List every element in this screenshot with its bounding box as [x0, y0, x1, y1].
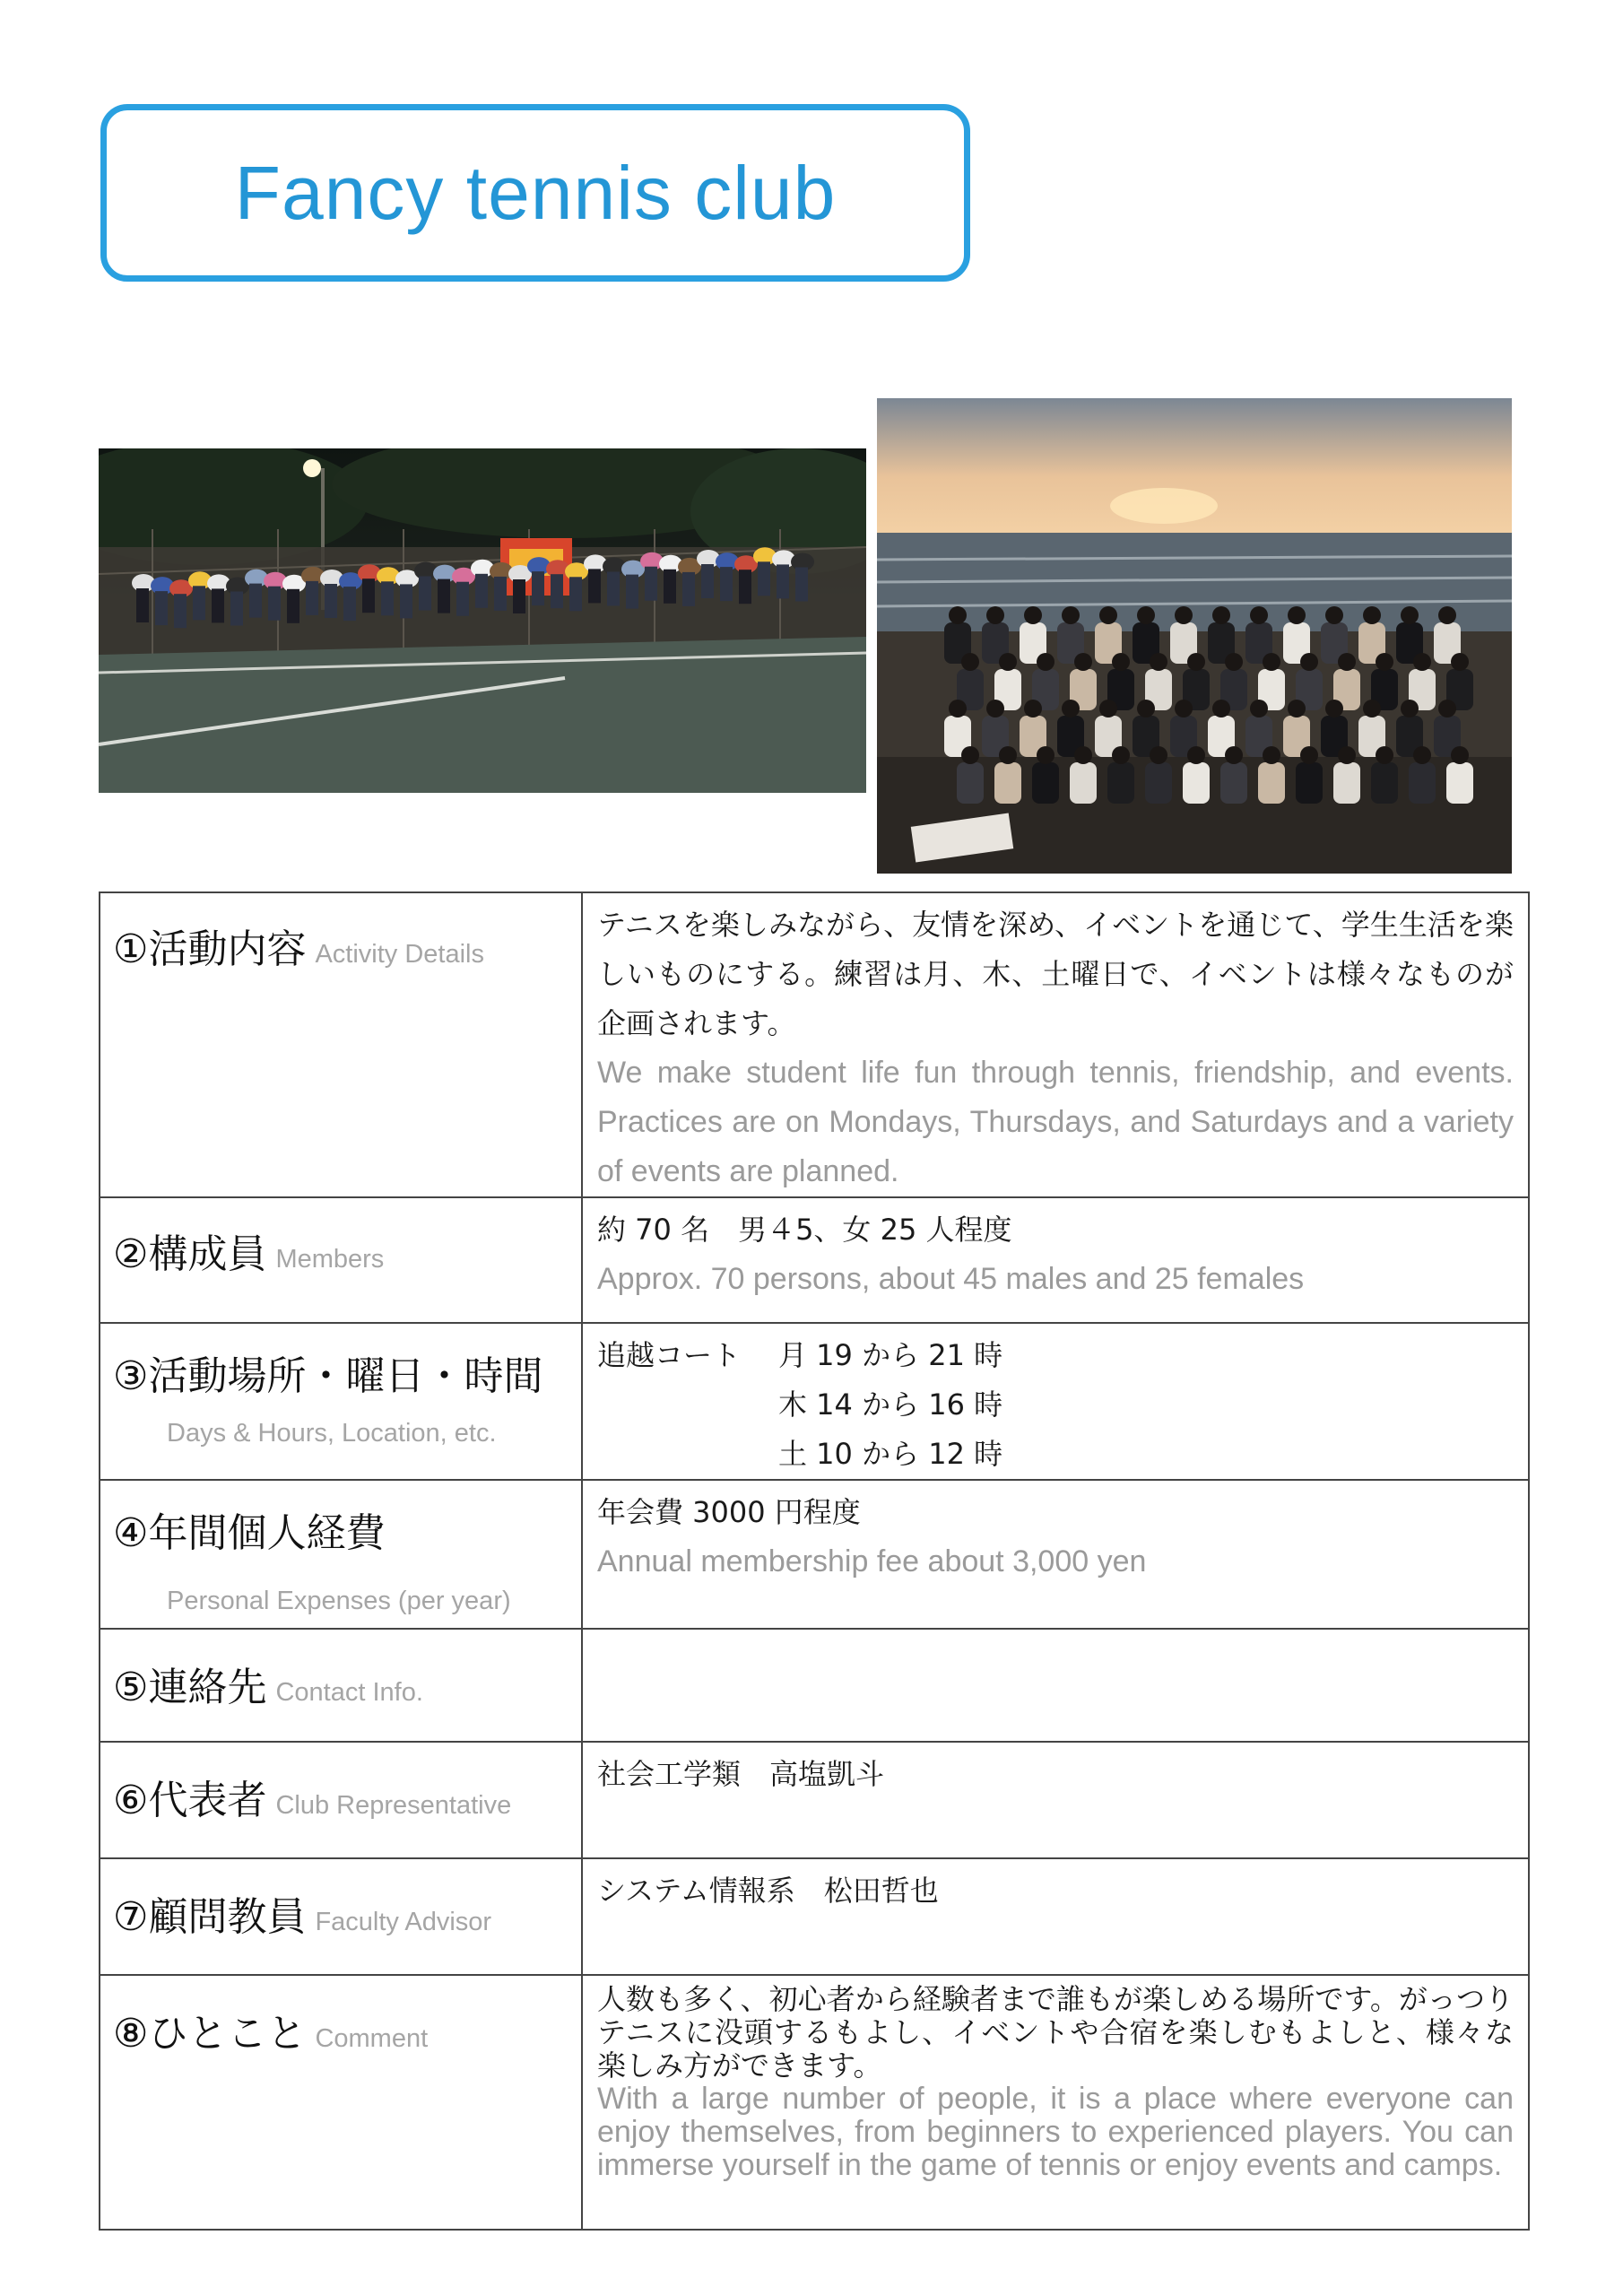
label-contact-ja: 連絡先: [148, 1665, 267, 1710]
label-cell-activity: [100, 892, 582, 1197]
value-cell-activity: [582, 892, 1529, 1197]
label-cell-expenses: [100, 1480, 582, 1629]
label-cell-contact: [100, 1629, 582, 1742]
row-number: ④: [113, 1510, 149, 1556]
activity-text-ja: テニスを楽しみながら、友情を深め、イベントを通じて、学生生活を楽しいものにする。練習は月、木、土曜日で、イベントは様々なものが企画されます。: [597, 908, 1514, 1040]
label-advisor-en: Faculty Advisor: [315, 1908, 492, 1936]
expenses-text-ja: 年会費 3000 円程度: [597, 1495, 861, 1529]
label-comment-ja: ひとこと: [148, 2011, 307, 2057]
value-cell-advisor: [582, 1858, 1529, 1975]
label-expenses-ja: 年間個人経費: [148, 1510, 386, 1556]
label-location-ja: 活動場所・曜日・時間: [148, 1353, 543, 1399]
label-activity-ja: 活動内容: [148, 926, 307, 972]
label-cell-representative: [100, 1742, 582, 1858]
label-contact-en: Contact Info.: [275, 1678, 423, 1707]
title-box: [100, 104, 970, 282]
label-cell-advisor: [100, 1858, 582, 1975]
value-cell-expenses: [582, 1480, 1529, 1629]
comment-text-en: With a large number of people, it is a place where everyone can enjoy themselves, from beginners to experienced players. You can immerse yourself in the game of tennis or enjoy events and camps.: [597, 2082, 1514, 2182]
label-location-en: Days & Hours, Location, etc.: [167, 1419, 497, 1448]
value-cell-location: [582, 1323, 1529, 1480]
row-activity-details: [100, 892, 1529, 1197]
row-number: ②: [113, 1231, 149, 1277]
photo-night-court: [99, 448, 866, 793]
label-members-en: Members: [275, 1245, 385, 1274]
label-comment-en: Comment: [315, 2024, 429, 2053]
schedule-thursday: 木 14 から 16 時: [778, 1387, 1003, 1422]
value-cell-members: [582, 1197, 1529, 1323]
label-representative-en: Club Representative: [275, 1791, 512, 1820]
advisor-text: システム情報系 松田哲也: [597, 1874, 939, 1908]
row-advisor: [100, 1858, 1529, 1975]
label-representative-ja: 代表者: [148, 1778, 267, 1823]
row-number: ⑤: [113, 1665, 149, 1710]
label-expenses-en: Personal Expenses (per year): [167, 1587, 511, 1615]
row-expenses: [100, 1480, 1529, 1629]
value-cell-contact: [582, 1629, 1529, 1742]
photo-beach-sunset: [877, 398, 1512, 874]
activity-text-en: We make student life fun through tennis, friendship, and events. Practices are on Mondays, Thursdays, and Saturdays and a variety of events are planned.: [597, 1056, 1514, 1188]
label-cell-comment: [100, 1975, 582, 2230]
label-activity-en: Activity Details: [315, 940, 484, 969]
label-advisor-ja: 顧問教員: [148, 1894, 307, 1940]
label-cell-location: [100, 1323, 582, 1480]
row-members: [100, 1197, 1529, 1323]
row-number: ①: [113, 926, 149, 972]
members-text-en: Approx. 70 persons, about 45 males and 25 females: [597, 1262, 1305, 1296]
row-location-schedule: [100, 1323, 1529, 1480]
label-cell-members: [100, 1197, 582, 1323]
label-members-ja: 構成員: [148, 1231, 267, 1277]
club-info-table: [99, 891, 1530, 2231]
row-contact: [100, 1629, 1529, 1742]
photo-beach-sunset-image: [877, 398, 1512, 874]
row-number: ⑧: [113, 2011, 149, 2057]
value-cell-representative: [582, 1742, 1529, 1858]
schedule-monday: 月 19 から 21 時: [778, 1338, 1003, 1372]
row-comment: [100, 1975, 1529, 2230]
row-number: ⑦: [113, 1894, 149, 1940]
page-title: Fancy tennis club: [234, 150, 837, 235]
row-number: ⑥: [113, 1778, 149, 1823]
members-text-ja: 約 70 名 男４5、女 25 人程度: [597, 1213, 1012, 1247]
court-name: 追越コート: [597, 1338, 742, 1372]
schedule-saturday: 土 10 から 12 時: [778, 1437, 1003, 1471]
expenses-text-en: Annual membership fee about 3,000 yen: [597, 1544, 1147, 1578]
comment-text-ja: 人数も多く、初心者から経験者まで誰もが楽しめる場所です。がっつりテニスに没頭するもよし、イベントや合宿を楽しむもよしと、様々な楽しみ方ができます。: [597, 1982, 1514, 2083]
representative-text: 社会工学類 高塩凱斗: [597, 1757, 885, 1791]
row-representative: [100, 1742, 1529, 1858]
photo-night-court-image: [99, 448, 866, 793]
row-number: ③: [113, 1353, 149, 1399]
value-cell-comment: [582, 1975, 1529, 2230]
